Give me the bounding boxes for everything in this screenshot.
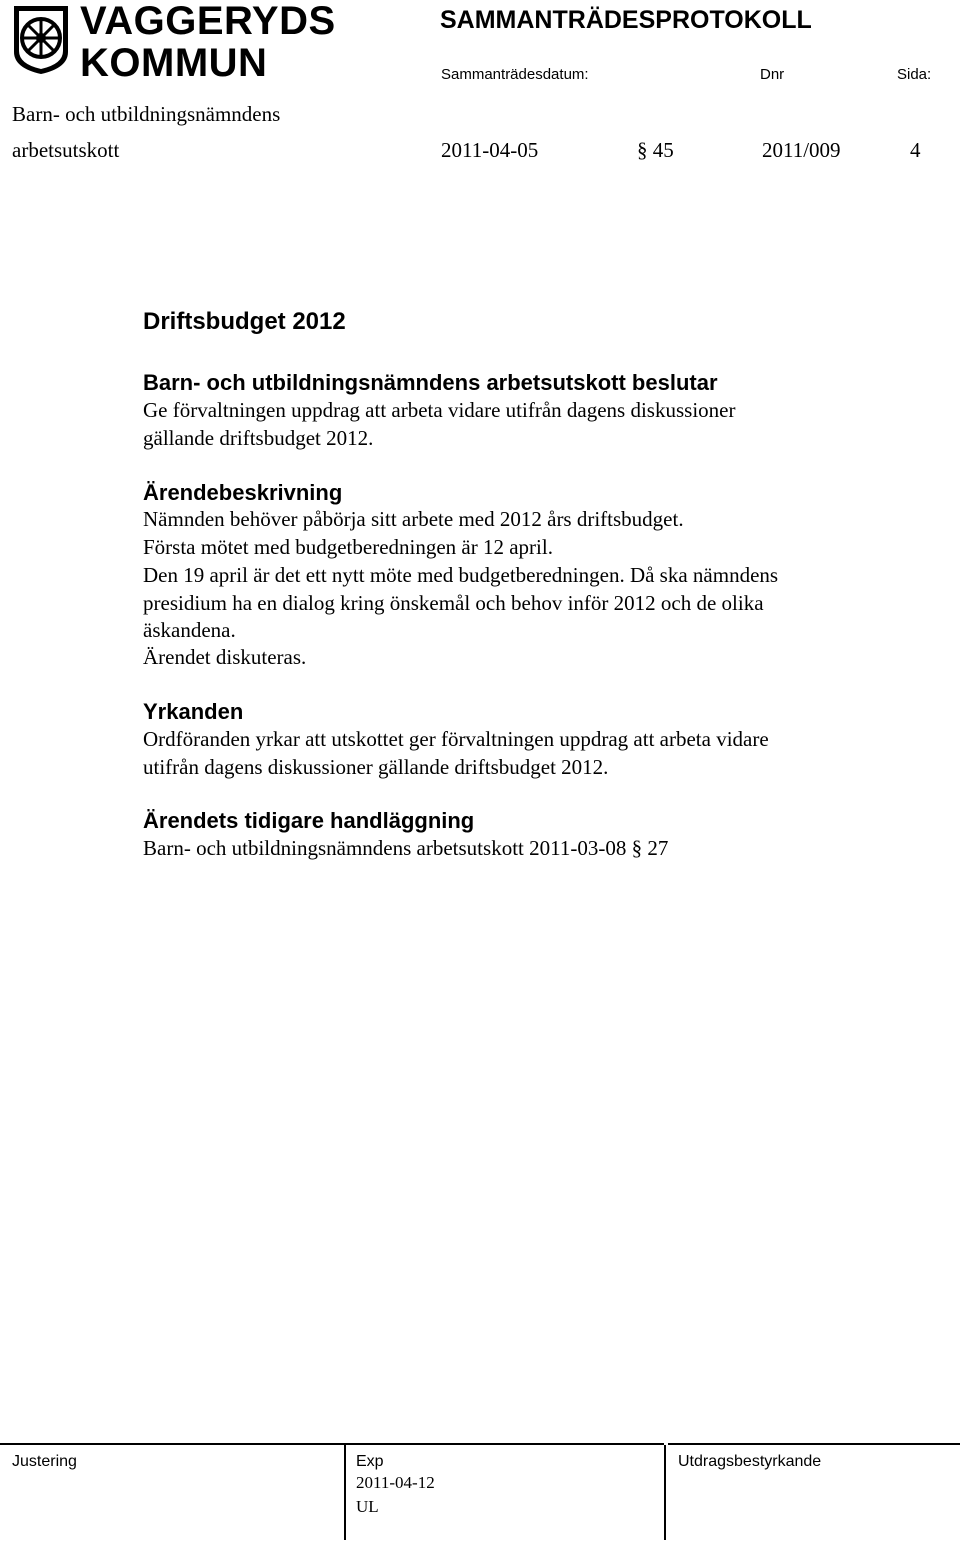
motions-heading: Yrkanden [143,699,244,724]
footer-utdrag-label: Utdragsbestyrkande [678,1453,822,1470]
motions-line-2: utifrån dagens diskussioner gällande driftsbudget 2012. [143,755,609,779]
page-title: Driftsbudget 2012 [143,308,346,335]
municipal-wheel-emblem-icon [12,4,70,76]
meeting-date-label: Sammanträdesdatum: [441,66,589,83]
footer-divider-left [0,1443,664,1445]
motions-line-1: Ordföranden yrkar att utskottet ger förvaltningen uppdrag att arbeta vidare [143,727,769,751]
footer-exp-date: 2011-04-12 [356,1473,435,1492]
description-line-2: Första mötet med budgetberedningen är 12 april. [143,535,553,559]
footer-divider-right [668,1443,960,1445]
footer-exp-initials: UL [356,1497,379,1516]
footer-exp-label: Exp [356,1453,384,1470]
logo-line-1: VAGGERYDS [80,0,336,43]
meeting-date: 2011-04-05 [441,138,539,162]
body-name-line-1: Barn- och utbildningsnämndens [12,102,281,126]
decision-line-2: gällande driftsbudget 2012. [143,426,374,450]
page-label: Sida: [897,66,932,83]
logo-line-2: KOMMUN [80,41,268,85]
footer-column-divider-2 [664,1445,666,1540]
paragraph-number: § 45 [637,138,674,162]
document-title: SAMMANTRÄDESPROTOKOLL [440,6,812,34]
footer-column-divider-1 [344,1445,346,1540]
dnr-number: 2011/009 [762,138,841,162]
description-line-5: äskandena. [143,618,236,642]
footer-justering-label: Justering [12,1453,77,1470]
dnr-label: Dnr [760,66,785,83]
decision-heading: Barn- och utbildningsnämndens arbetsutskott beslutar [143,370,718,395]
description-line-4: presidium ha en dialog kring önskemål och behov inför 2012 och de olika [143,591,764,615]
body-name-line-2: arbetsutskott [12,138,120,162]
history-line: Barn- och utbildningsnämndens arbetsutskott 2011-03-08 § 27 [143,836,669,860]
page-number: 4 [910,138,921,162]
description-line-1: Nämnden behöver påbörja sitt arbete med 2012 års driftsbudget. [143,507,684,531]
logo-wordmark [80,0,336,84]
description-line-3: Den 19 april är det ett nytt möte med budgetberedningen. Då ska nämndens [143,563,779,587]
history-heading: Ärendets tidigare handläggning [143,808,475,833]
decision-line-1: Ge förvaltningen uppdrag att arbeta vidare utifrån dagens diskussioner [143,398,736,422]
description-heading: Ärendebeskrivning [143,480,343,505]
description-line-6: Ärendet diskuteras. [143,645,307,669]
